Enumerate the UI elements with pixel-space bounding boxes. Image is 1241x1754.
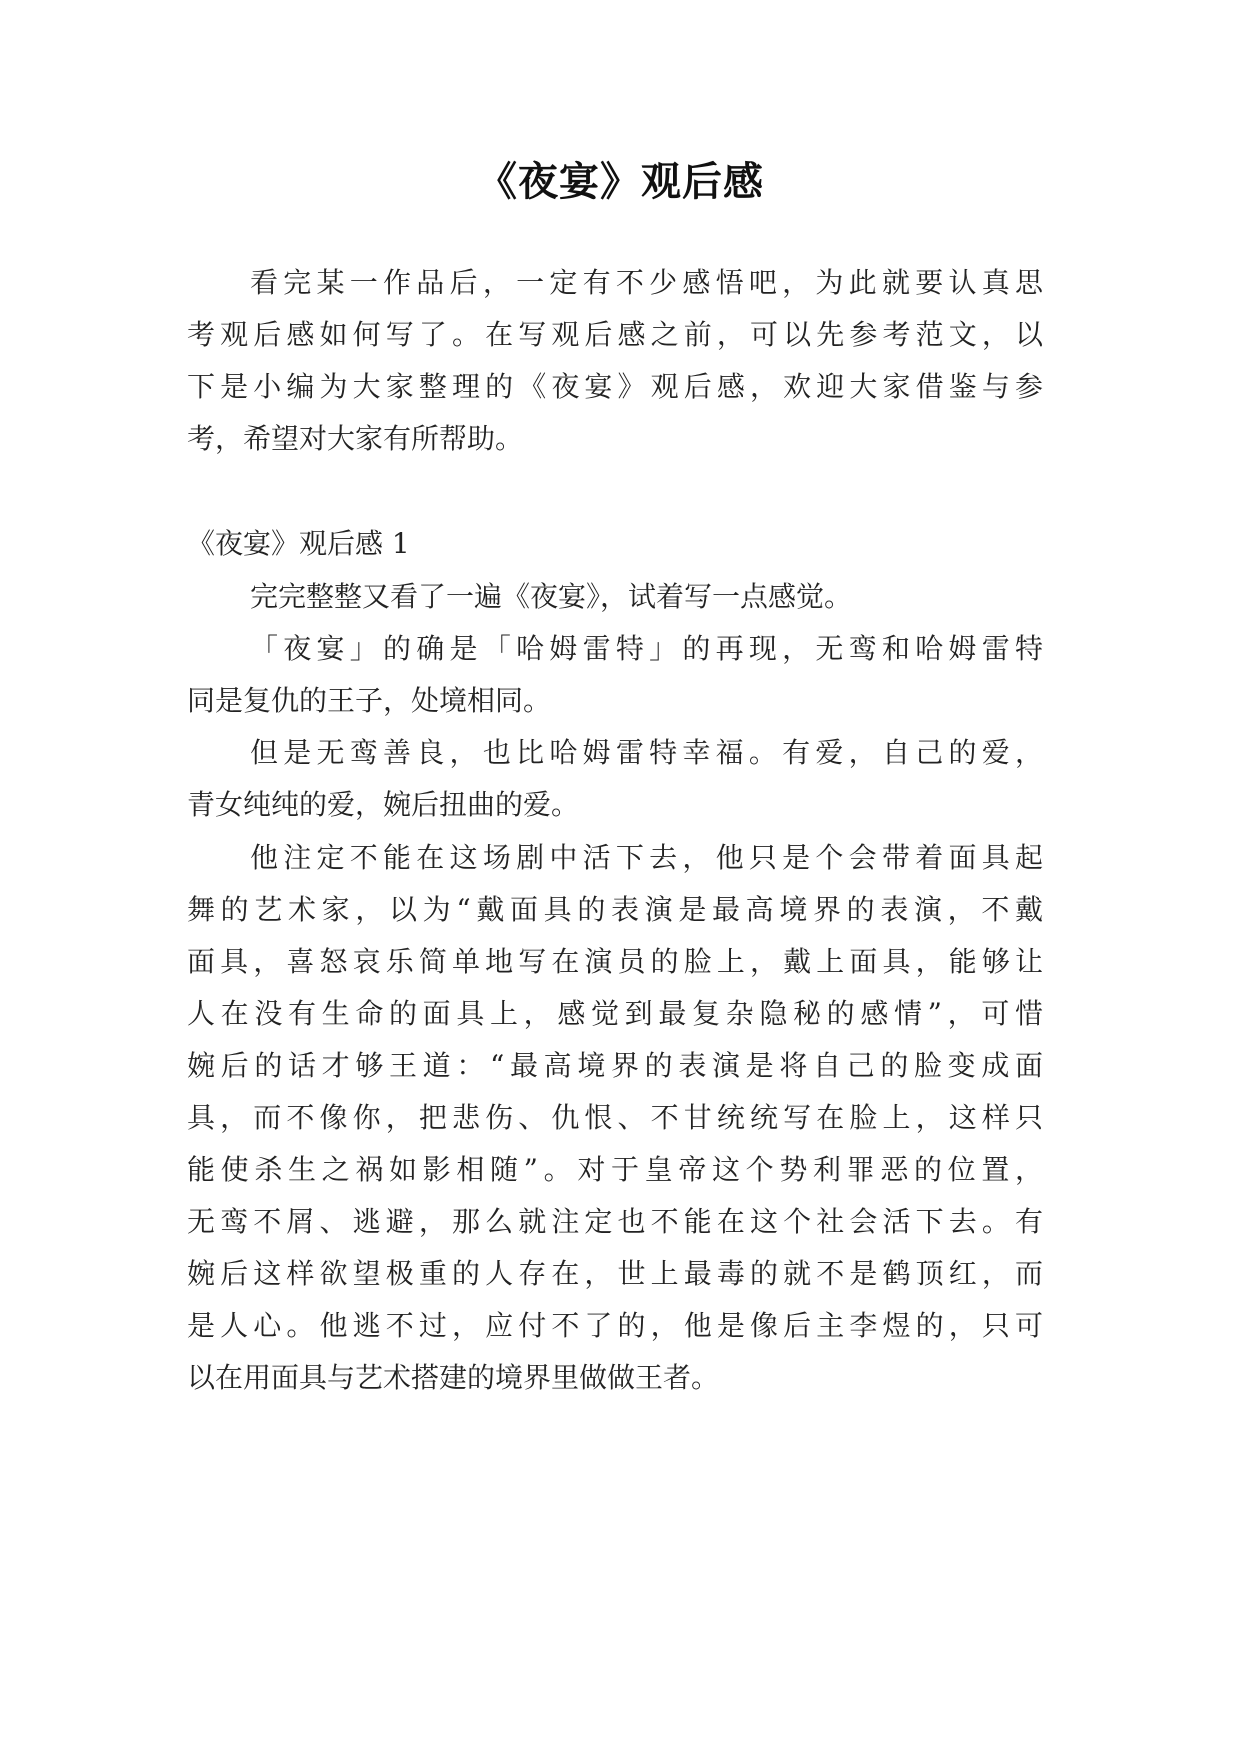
- body-line: 能使杀生之祸如影相随”。对于皇帝这个势利罪恶的位置，: [187, 1153, 1043, 1186]
- body-line: 同是复仇的王子，处境相同。: [187, 684, 552, 717]
- body-line: 婉后这样欲望极重的人存在，世上最毒的就不是鹤顶红，而: [187, 1257, 1043, 1290]
- body-line: 婉后的话才够王道：“最高境界的表演是将自己的脸变成面: [187, 1049, 1043, 1082]
- body-line: 人在没有生命的面具上，感觉到最复杂隐秘的感情”，可惜: [187, 997, 1043, 1030]
- body-line: 青女纯纯的爱，婉后扭曲的爱。: [187, 788, 580, 821]
- body-line: 但是无鸾善良，也比哈姆雷特幸福。有爱，自己的爱，: [250, 736, 1043, 769]
- body-line: 他注定不能在这场剧中活下去，他只是个会带着面具起: [250, 841, 1043, 874]
- intro-line: 下是小编为大家整理的《夜宴》观后感，欢迎大家借鉴与参: [187, 370, 1043, 403]
- body-line: 无鸾不屑、逃避，那么就注定也不能在这个社会活下去。有: [187, 1205, 1043, 1238]
- body-line: 完完整整又看了一遍《夜宴》，试着写一点感觉。: [250, 580, 853, 613]
- intro-line: 考，希望对大家有所帮助。: [187, 422, 524, 455]
- body-line: 以在用面具与艺术搭建的境界里做做王者。: [187, 1361, 720, 1394]
- body-line: 是人心。他逃不过，应付不了的，他是像后主李煜的，只可: [187, 1309, 1043, 1342]
- body-line: 具，而不像你，把悲伤、仇恨、不甘统统写在脸上，这样只: [187, 1101, 1043, 1134]
- document-title: 《夜宴》观后感: [477, 158, 764, 205]
- body-line: 「夜宴」的确是「哈姆雷特」的再现，无鸾和哈姆雷特: [250, 632, 1043, 665]
- intro-line: 看完某一作品后，一定有不少感悟吧，为此就要认真思: [250, 266, 1043, 299]
- section-heading: 《夜宴》观后感 1: [187, 527, 410, 560]
- body-line: 面具，喜怒哀乐简单地写在演员的脸上，戴上面具，能够让: [187, 945, 1043, 978]
- body-line: 舞的艺术家，以为“戴面具的表演是最高境界的表演，不戴: [187, 893, 1043, 926]
- intro-line: 考观后感如何写了。在写观后感之前，可以先参考范文，以: [187, 318, 1043, 351]
